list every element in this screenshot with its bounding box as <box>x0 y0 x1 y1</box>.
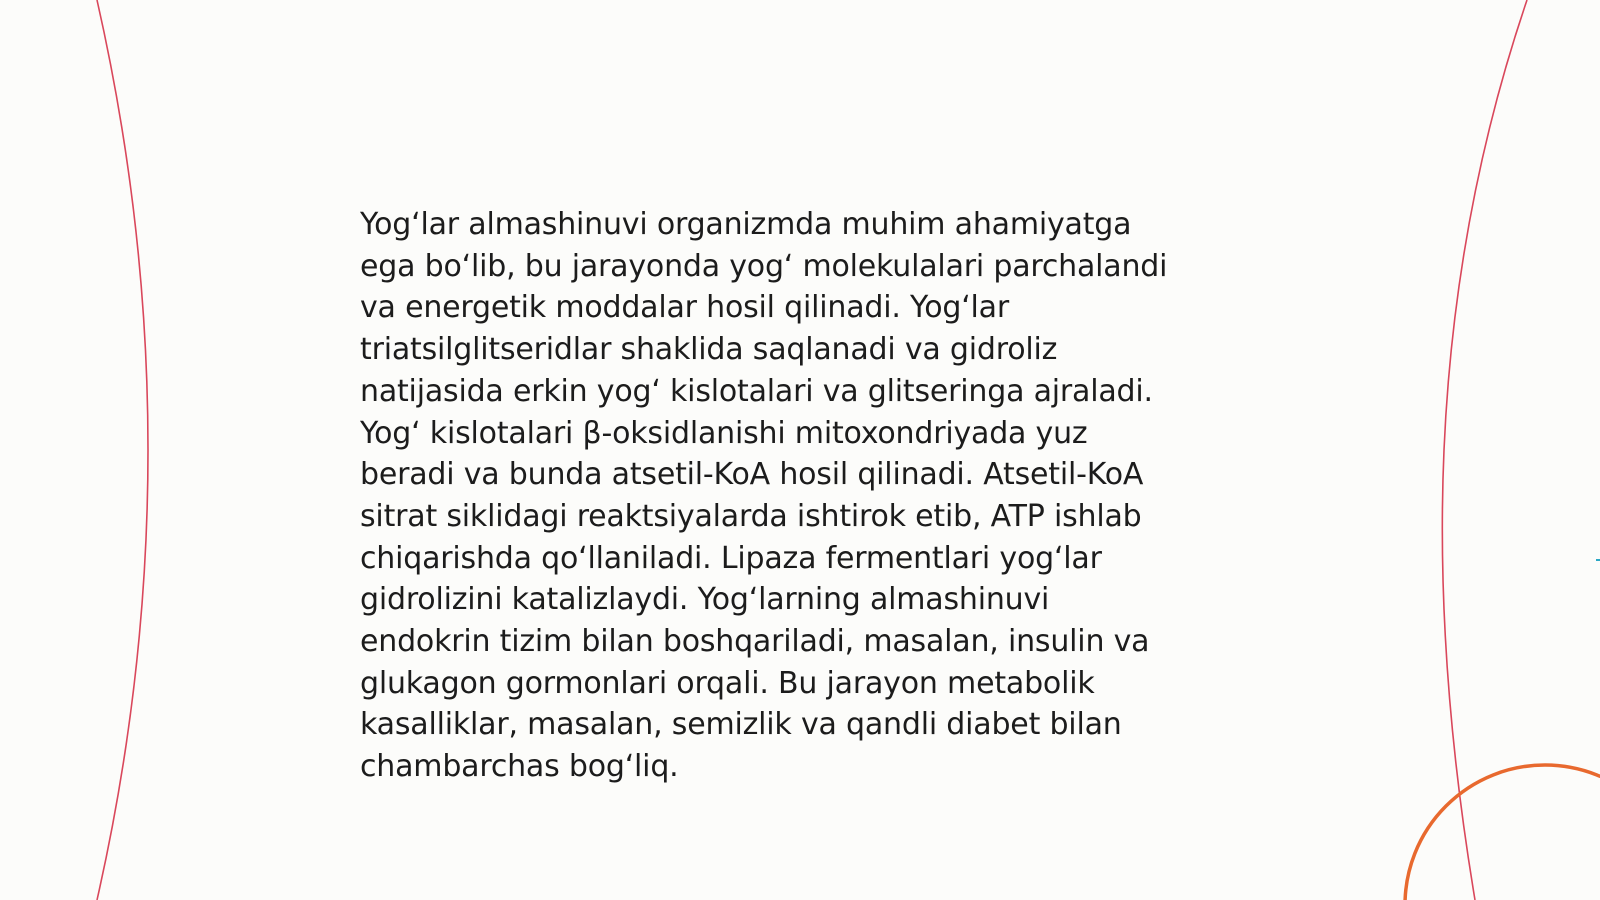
orange-circle-accent <box>1405 765 1600 900</box>
body-paragraph <box>360 204 1250 788</box>
paragraph-line: glukagon gormonlari orqali. Bu jarayon metabolik <box>360 665 1095 701</box>
paragraph-line: ega bo‘lib, bu jarayonda yog‘ molekulalari parchalandi <box>360 248 1168 284</box>
left-arc <box>97 0 148 900</box>
paragraph-line: beradi va bunda atsetil-KoA hosil qilinadi. Atsetil-KoA <box>360 457 1144 493</box>
right-arc <box>1442 0 1527 900</box>
paragraph-line: chiqarishda qo‘llaniladi. Lipaza fermentlari yog‘lar <box>360 540 1102 576</box>
paragraph-line: gidrolizini katalizlaydi. Yog‘larning almashinuvi <box>360 582 1050 618</box>
paragraph-line: chambarchas bog‘liq. <box>360 749 679 785</box>
paragraph-line: Yog‘lar almashinuvi organizmda muhim ahamiyatga <box>360 207 1132 242</box>
paragraph-line: Yog‘ kislotalari β-oksidlanishi mitoxondriyada yuz <box>360 415 1088 451</box>
paragraph-line: kasalliklar, masalan, semizlik va qandli diabet bilan <box>360 707 1122 743</box>
paragraph-line: triatsilglitseridlar shaklida saqlanadi va gidroliz <box>360 332 1058 368</box>
paragraph-line: natijasida erkin yog‘ kislotalari va glitseringa ajraladi. <box>360 373 1153 409</box>
paragraph-line: sitrat siklidagi reaktsiyalarda ishtirok etib, ATP ishlab <box>360 498 1142 534</box>
paragraph-line: va energetik moddalar hosil qilinadi. Yog‘lar <box>360 290 1009 326</box>
paragraph-line: endokrin tizim bilan boshqariladi, masalan, insulin va <box>360 624 1150 660</box>
